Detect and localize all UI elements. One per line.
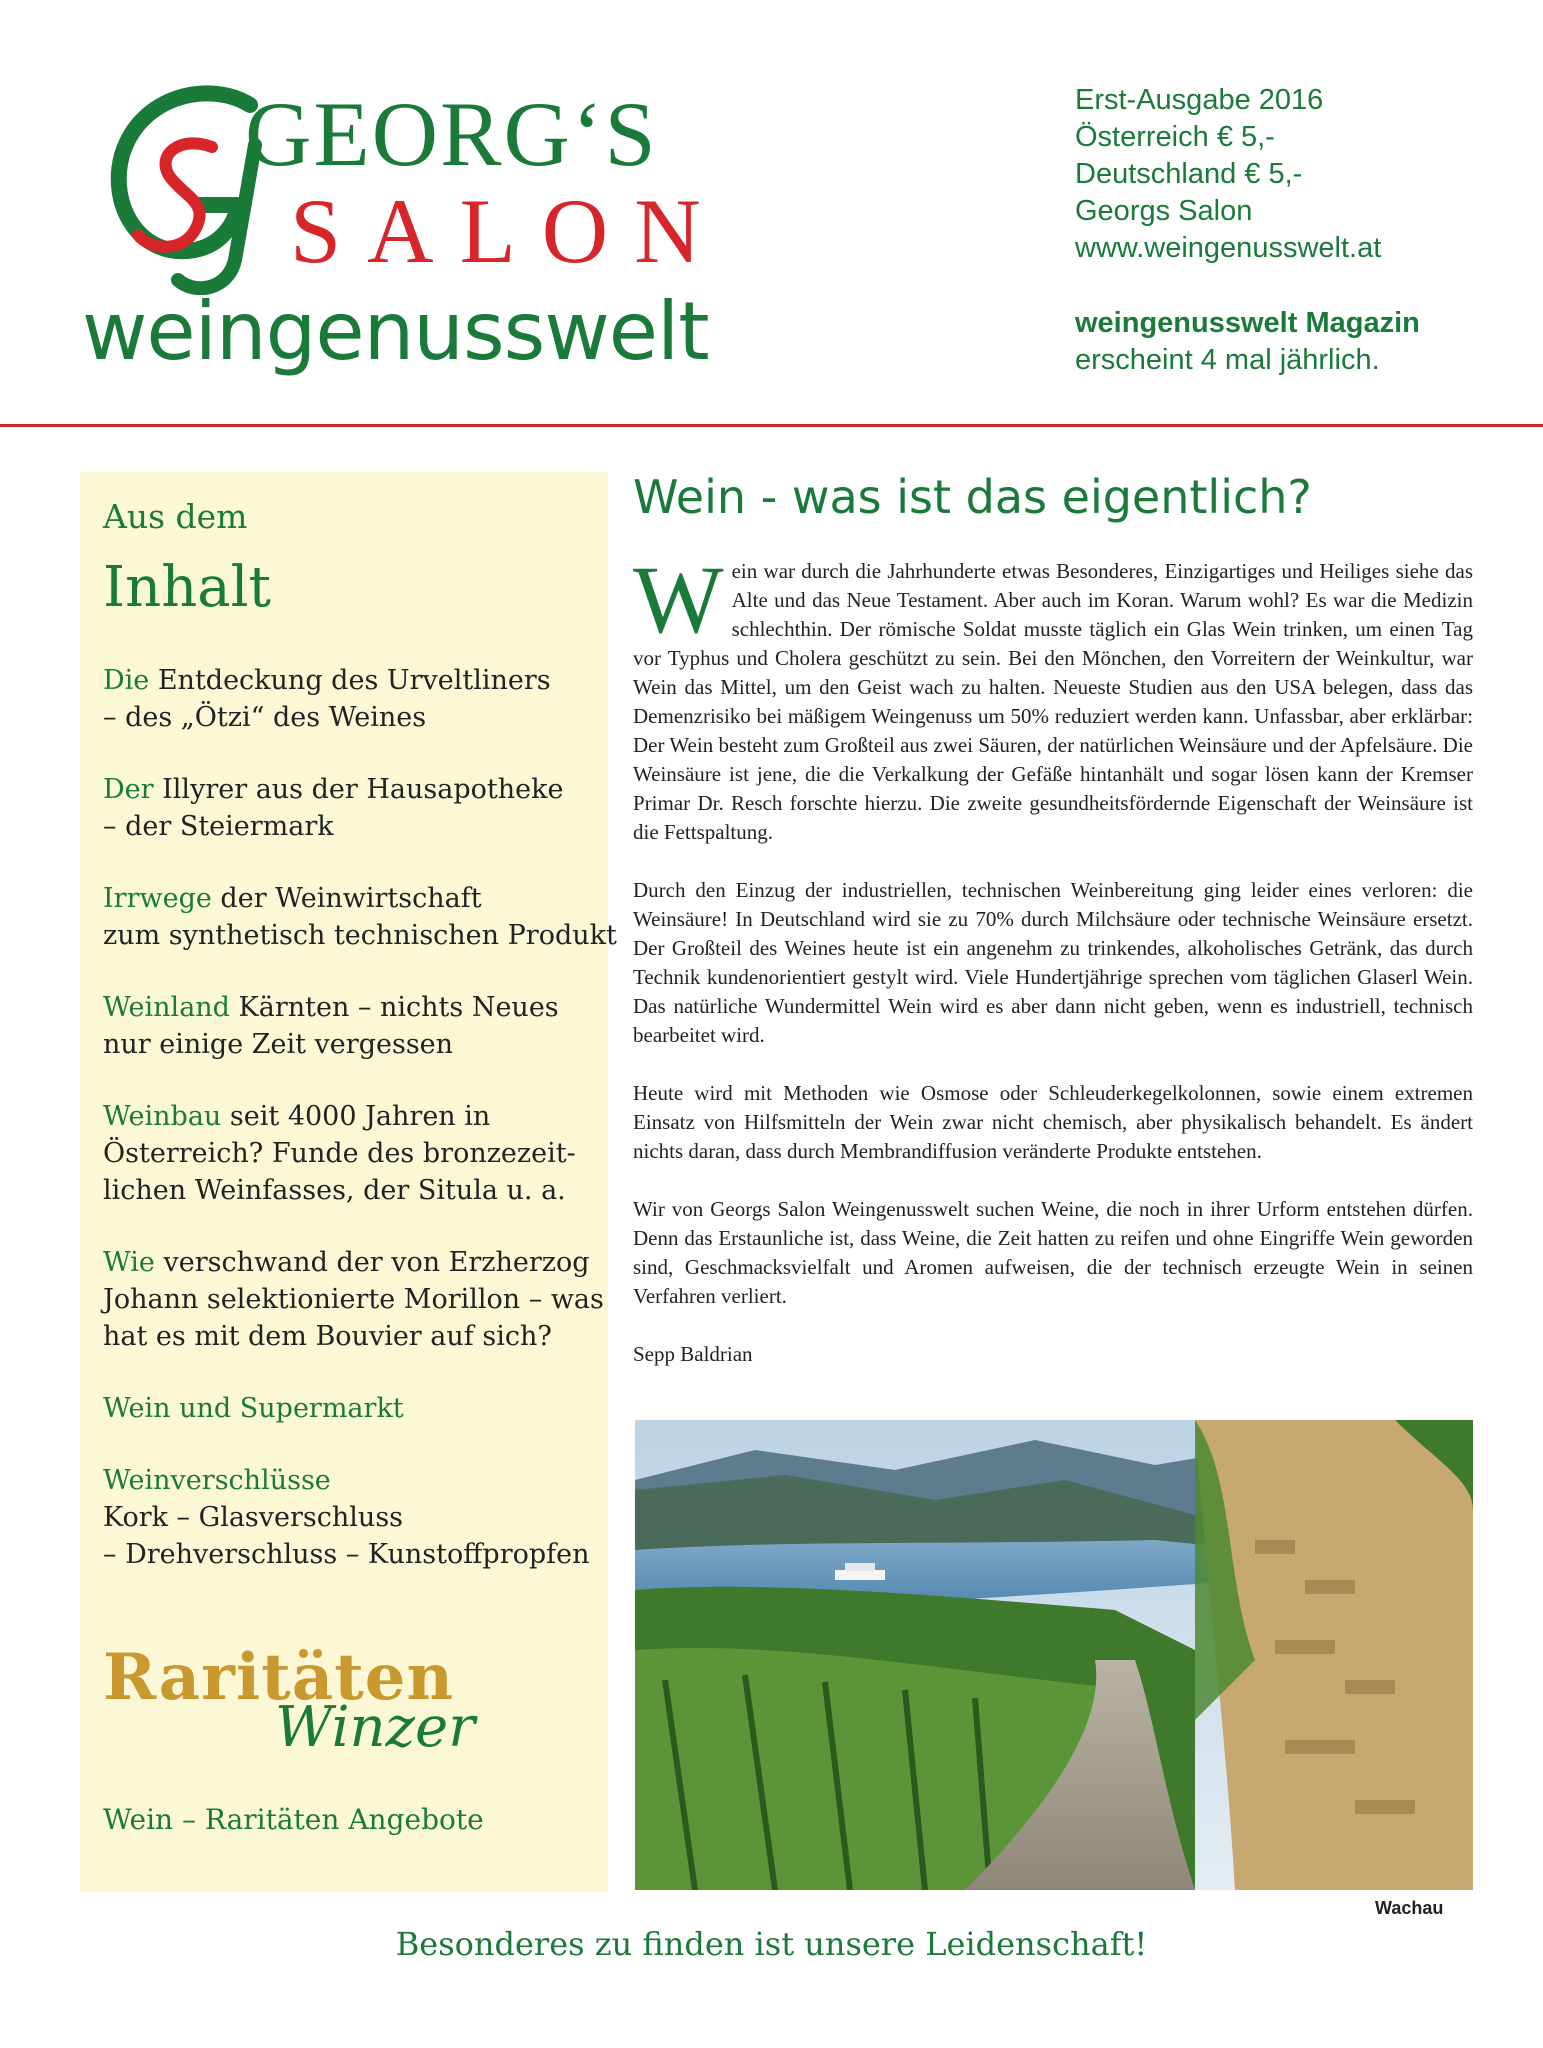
contents-item[interactable] [103, 662, 603, 736]
contents-item-line: Kork – Glasverschluss [103, 1502, 404, 1533]
contents-item-text: verschwand der von Erzherzog [154, 1247, 590, 1278]
issue-info-line: Österreich € 5,- [1075, 121, 1275, 153]
contents-item-lead: Weinverschlüsse [103, 1465, 331, 1496]
contents-item-text: der Weinwirtschaft [211, 883, 482, 914]
masthead-title: weingenusswelt [82, 285, 709, 378]
contents-item-line: nur einige Zeit vergessen [103, 1029, 454, 1060]
contents-item-line: zum synthetisch technischen Produkt [103, 920, 617, 951]
drop-cap: W [633, 546, 724, 653]
contents-item[interactable] [103, 1098, 603, 1209]
contents-item-line: hat es mit dem Bouvier auf sich? [103, 1321, 552, 1352]
article-author: Sepp Baldrian [633, 1342, 753, 1366]
contents-item-lead: Weinbau [103, 1101, 222, 1132]
magazine-name: weingenusswelt Magazin [1075, 307, 1420, 339]
contents-item[interactable] [103, 1244, 603, 1355]
contents-item-lead: Wein und Supermarkt [103, 1393, 404, 1424]
contents-item-line: lichen Weinfasses, der Situla u. a. [103, 1175, 566, 1206]
issue-info-line: Deutschland € 5,- [1075, 158, 1303, 190]
logo-georgs: GEORG‘S [245, 83, 658, 185]
contents-item-lead: Weinland [103, 992, 230, 1023]
contents-item-lead: Die [103, 665, 150, 696]
frequency: erscheint 4 mal jährlich. [1075, 344, 1380, 376]
contents-item-lead: Wie [103, 1247, 155, 1278]
contents-item-line: – der Steiermark [103, 811, 334, 842]
rarities-offer-link[interactable]: Wein – Raritäten Angebote [103, 1803, 484, 1836]
rarities-logo-sub: Winzer [275, 1695, 475, 1760]
article-paragraph-text: ein war durch die Jahrhunderte etwas Besonderes, Einzigartiges und Heiliges siehe das Alte und das Neue Testament. Aber auch im Koran. Warum wohl? Es war die Medizin schlechthin. Der römische Soldat musste täglich ein Glas Wein trinken, um einen Tag vor Typhus und Cholera geschützt zu sein. Bei den Mönchen, den Vorreitern der Weinkultur, war Wein das Mittel, um den Geist wach zu halten. Neueste Studien aus den USA belegen, dass das Demenzrisiko bei mäßigem Weingenuss um 50% reduziert werden kann. Unfassbar, aber erklärbar: Der Wein besteht zum Großteil aus zwei Säuren, der natürlichen Weinsäure und der Apfelsäure. Die Weinsäure ist jene, die die Verkalkung der Gefäße hintanhält und sogar lösen kann der Kremser Primar Dr. Resch forschte hierzu. Die zweite gesundheitsfördernde Eigenschaft der Weinsäure ist die Fettspaltung. [633, 559, 1473, 844]
issue-info-line: Erst-Ausgabe 2016 [1075, 84, 1324, 116]
contents-item[interactable] [103, 771, 603, 845]
article-paragraph: Heute wird mit Methoden wie Osmose oder Schleuderkegelkolonnen, sowie einem extremen Einsatz von Hilfsmitteln der Wein zwar nicht chemisch, aber physikalisch behandelt. Es ändert nichts daran, dass durch Membrandiffusion veränderte Produkte entstehen. [633, 1081, 1473, 1163]
contents-item[interactable] [103, 880, 617, 954]
contents-pretitle: Aus dem [103, 497, 248, 536]
contents-item[interactable] [103, 1390, 603, 1427]
header-divider [0, 424, 1543, 427]
contents-list [103, 662, 617, 1608]
contents-item-line: Österreich? Funde des bronzezeit- [103, 1138, 576, 1169]
contents-item-text: Entdeckung des Urveltliners [149, 665, 551, 696]
footer-slogan: Besonderes zu finden ist unsere Leidenschaft! [395, 1925, 1148, 1963]
contents-item-line: – Drehverschluss – Kunstoffpropfen [103, 1539, 590, 1570]
contents-item-text: seit 4000 Jahren in [221, 1101, 491, 1132]
issue-info-line: Georgs Salon [1075, 195, 1253, 227]
photo-caption: Wachau [1375, 1898, 1444, 1918]
contents-title: Inhalt [103, 555, 272, 620]
contents-item-lead: Der [103, 774, 154, 805]
contents-item-text: Illyrer aus der Hausapotheke [153, 774, 564, 805]
website-link[interactable]: www.weingenusswelt.at [1075, 232, 1382, 264]
logo-salon: SALON [290, 180, 727, 282]
contents-item-text: Kärnten – nichts Neues [229, 992, 559, 1023]
article-paragraph: Wir von Georgs Salon Weingenusswelt suchen Weine, die noch in ihrer Urform entstehen dürfen. Denn das Erstaunliche ist, dass Weine, die Zeit hatten zu reifen und ohne Eingriffe Wein geworden sind, Geschmacksvielfalt und Aromen aufweisen, die der technisch erzeugte Wein in seinen Verfahren verliert. [633, 1197, 1473, 1308]
contents-item[interactable] [103, 1462, 603, 1573]
contents-item-line: – des „Ötzi“ des Weines [103, 702, 427, 733]
article-paragraph: Durch den Einzug der industriellen, technischen Weinbereitung ging leider eines verloren: die Weinsäure! In Deutschland wird sie zu 70% durch Milchsäure oder technische Weinsäure ersetzt. Der Großteil des Weines heute ist ein angenehm zu trinkendes, alkoholisches Getränk, das durch Technik kundenorientiert gestylt wird. Viele Hundertjährige sprechen vom täglichen Glaserl Wein. Das natürliche Wundermittel Wein wird es aber dann nicht geben, wenn es industriell, technisch bearbeitet wird. [633, 878, 1473, 1047]
rarities-logo-word: Raritäten [103, 1640, 454, 1715]
contents-item-lead: Irrwege [103, 883, 212, 914]
article-body [633, 546, 1473, 1398]
article-paragraph [633, 546, 1473, 847]
article-headline: Wein - was ist das eigentlich? [633, 470, 1312, 524]
contents-item[interactable] [103, 989, 603, 1063]
contents-item-line: Johann selektionierte Morillon – was [103, 1284, 604, 1315]
issue-info [1075, 82, 1381, 267]
magazine-info [1075, 305, 1420, 379]
wachau-vineyard-photo [635, 1420, 1473, 1890]
